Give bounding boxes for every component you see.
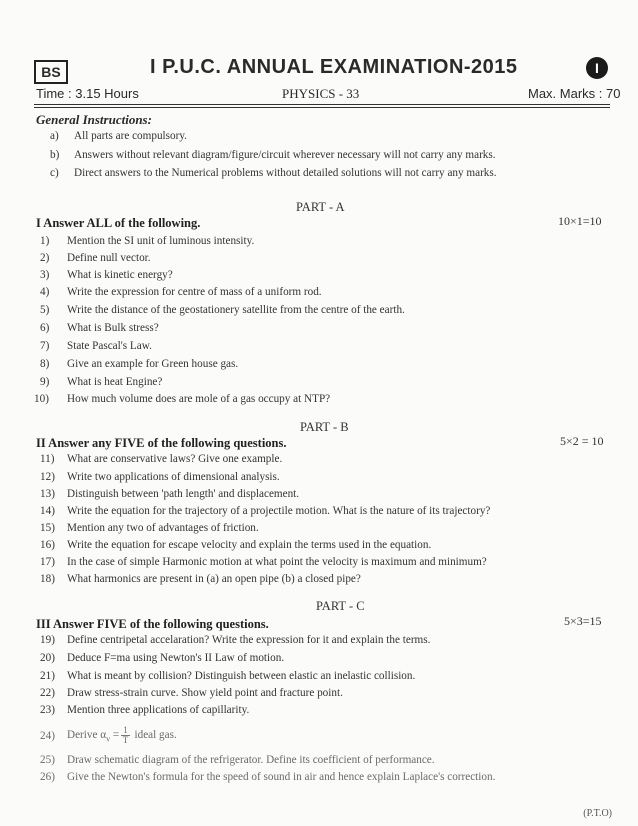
question-text: Mention any two of advantages of friction. <box>67 522 259 534</box>
question-number: 5) <box>40 304 50 316</box>
question-item <box>40 573 600 589</box>
question-number: 21) <box>40 670 55 682</box>
part-a-heading: I Answer ALL of the following. <box>36 216 201 230</box>
question-number: 11) <box>40 453 55 465</box>
question-number: 15) <box>40 522 55 534</box>
instruction-text: Answers without relevant diagram/figure/circuit wherever necessary will not carry any marks. <box>74 149 496 161</box>
question-item <box>40 358 600 374</box>
instruction-item <box>50 130 610 146</box>
question-number: 4) <box>40 286 50 298</box>
instruction-label: c) <box>50 167 59 179</box>
question-item <box>34 393 594 409</box>
question-text: Write the expression for centre of mass of a uniform rod. <box>67 286 322 298</box>
part-b-marks: 5×2 = 10 <box>560 434 604 448</box>
bs-label-box: BS <box>34 60 68 84</box>
question-text: Write two applications of dimensional analysis. <box>67 471 280 483</box>
question-text: What is heat Engine? <box>67 376 163 388</box>
part-a-marks: 10×1=10 <box>558 214 602 228</box>
question-number: 18) <box>40 573 55 585</box>
question-text: What are conservative laws? Give one example. <box>67 453 283 465</box>
question-number: 23) <box>40 704 55 716</box>
question-number: 17) <box>40 556 55 568</box>
formula-suffix: ideal gas. <box>134 729 177 742</box>
question-text: What is Bulk stress? <box>67 322 159 334</box>
part-a-title: PART - A <box>296 200 345 214</box>
question-item <box>40 376 600 392</box>
question-item <box>40 556 600 572</box>
fraction-numerator: 1 <box>123 725 128 735</box>
question-number: 3) <box>40 269 50 281</box>
question-item <box>40 252 600 268</box>
question-text: How much volume does are mole of a gas occupy at NTP? <box>67 393 331 405</box>
question-text: What is kinetic energy? <box>67 269 173 281</box>
question-number: 12) <box>40 471 55 483</box>
question-item <box>40 687 600 703</box>
question-number: 2) <box>40 252 50 264</box>
question-text: What is meant by collision? Distinguish between elastic an inelastic collision. <box>67 670 416 682</box>
exam-title: I P.U.C. ANNUAL EXAMINATION-2015 <box>150 56 518 78</box>
exam-time: Time : 3.15 Hours <box>36 86 139 101</box>
instructions-title: General Instructions: <box>36 112 152 127</box>
question-item <box>40 539 600 555</box>
question-item <box>40 522 600 538</box>
question-item <box>40 771 600 787</box>
question-item <box>40 754 600 770</box>
instruction-label: a) <box>50 130 59 142</box>
question-item <box>40 269 600 285</box>
question-item <box>40 704 600 720</box>
formula-fraction <box>121 726 130 745</box>
question-number: 9) <box>40 376 50 388</box>
instruction-item <box>50 167 610 183</box>
header-divider-bottom <box>34 107 610 108</box>
part-c-marks: 5×3=15 <box>564 614 602 628</box>
instruction-text: Direct answers to the Numerical problems without detailed solutions will not carry any marks. <box>74 167 497 179</box>
instruction-label: b) <box>50 149 60 161</box>
question-text: In the case of simple Harmonic motion at what point the velocity is maximum and minimum? <box>67 556 487 568</box>
question-number: 6) <box>40 322 50 334</box>
part-c-heading: III Answer FIVE of the following questions. <box>36 617 269 631</box>
fraction-denominator: T <box>122 735 129 745</box>
question-number: 8) <box>40 358 50 370</box>
question-number: 14) <box>40 505 55 517</box>
question-text: Deduce F=ma using Newton's II Law of motion. <box>67 652 285 664</box>
question-number: 13) <box>40 488 55 500</box>
question-item <box>40 652 600 668</box>
instruction-text: All parts are compulsory. <box>74 130 187 142</box>
question-text: Distinguish between 'path length' and displacement. <box>67 488 300 500</box>
instruction-item <box>50 149 610 165</box>
max-marks: Max. Marks : 70 <box>528 86 621 101</box>
question-text: State Pascal's Law. <box>67 340 152 352</box>
question-number: 25) <box>40 754 55 766</box>
part-c-title: PART - C <box>316 599 365 613</box>
question-item <box>40 634 600 650</box>
question-text: Mention three applications of capillarity. <box>67 704 250 716</box>
page-turn-note: (P.T.O) <box>583 808 612 819</box>
formula-equals: = <box>112 729 120 742</box>
question-text: Draw schematic diagram of the refrigerator. Define its coefficient of performance. <box>67 754 435 766</box>
formula-subscript: v <box>106 734 111 744</box>
question-number: 1) <box>40 235 50 247</box>
question-text: Define centripetal accelaration? Write the expression for it and explain the terms. <box>67 634 431 646</box>
formula-prefix: Derive α <box>67 729 107 742</box>
question-text: Give an example for Green house gas. <box>67 358 239 370</box>
question-item <box>40 505 600 521</box>
question-item <box>40 304 600 320</box>
part-number-badge: I <box>586 57 608 79</box>
question-number: 26) <box>40 771 55 783</box>
question-item <box>40 471 600 487</box>
part-b-heading: II Answer any FIVE of the following questions. <box>36 436 287 450</box>
question-item <box>40 453 600 469</box>
question-text: Draw stress-strain curve. Show yield point and fracture point. <box>67 687 343 699</box>
subject-code: PHYSICS - 33 <box>282 86 360 101</box>
question-number: 22) <box>40 687 55 699</box>
question-item <box>40 286 600 302</box>
question-item <box>40 670 600 686</box>
question-text: Mention the SI unit of luminous intensity. <box>67 235 255 247</box>
question-text: Write the distance of the geostationery satellite from the centre of the earth. <box>67 304 405 316</box>
question-text: What harmonics are present in (a) an open pipe (b) a closed pipe? <box>67 573 361 585</box>
question-text: Write the equation for escape velocity and explain the terms used in the equation. <box>67 539 432 551</box>
question-number: 16) <box>40 539 55 551</box>
header-divider-top <box>34 104 610 105</box>
question-item <box>40 235 600 251</box>
question-number: 20) <box>40 652 55 664</box>
question-number: 24) <box>40 730 55 742</box>
question-text: Give the Newton's formula for the speed of sound in air and hence explain Laplace's correction. <box>67 771 496 783</box>
question-item <box>40 726 600 748</box>
question-item <box>40 340 600 356</box>
question-text: Define null vector. <box>67 252 151 264</box>
part-b-title: PART - B <box>300 420 349 434</box>
question-text: Write the equation for the trajectory of a projectile motion. What is the nature of its trajectory? <box>67 505 491 517</box>
question-number: 19) <box>40 634 55 646</box>
question-item <box>40 322 600 338</box>
question-number: 10) <box>34 393 49 405</box>
question-item <box>40 488 600 504</box>
question-number: 7) <box>40 340 50 352</box>
question-formula <box>67 726 177 745</box>
